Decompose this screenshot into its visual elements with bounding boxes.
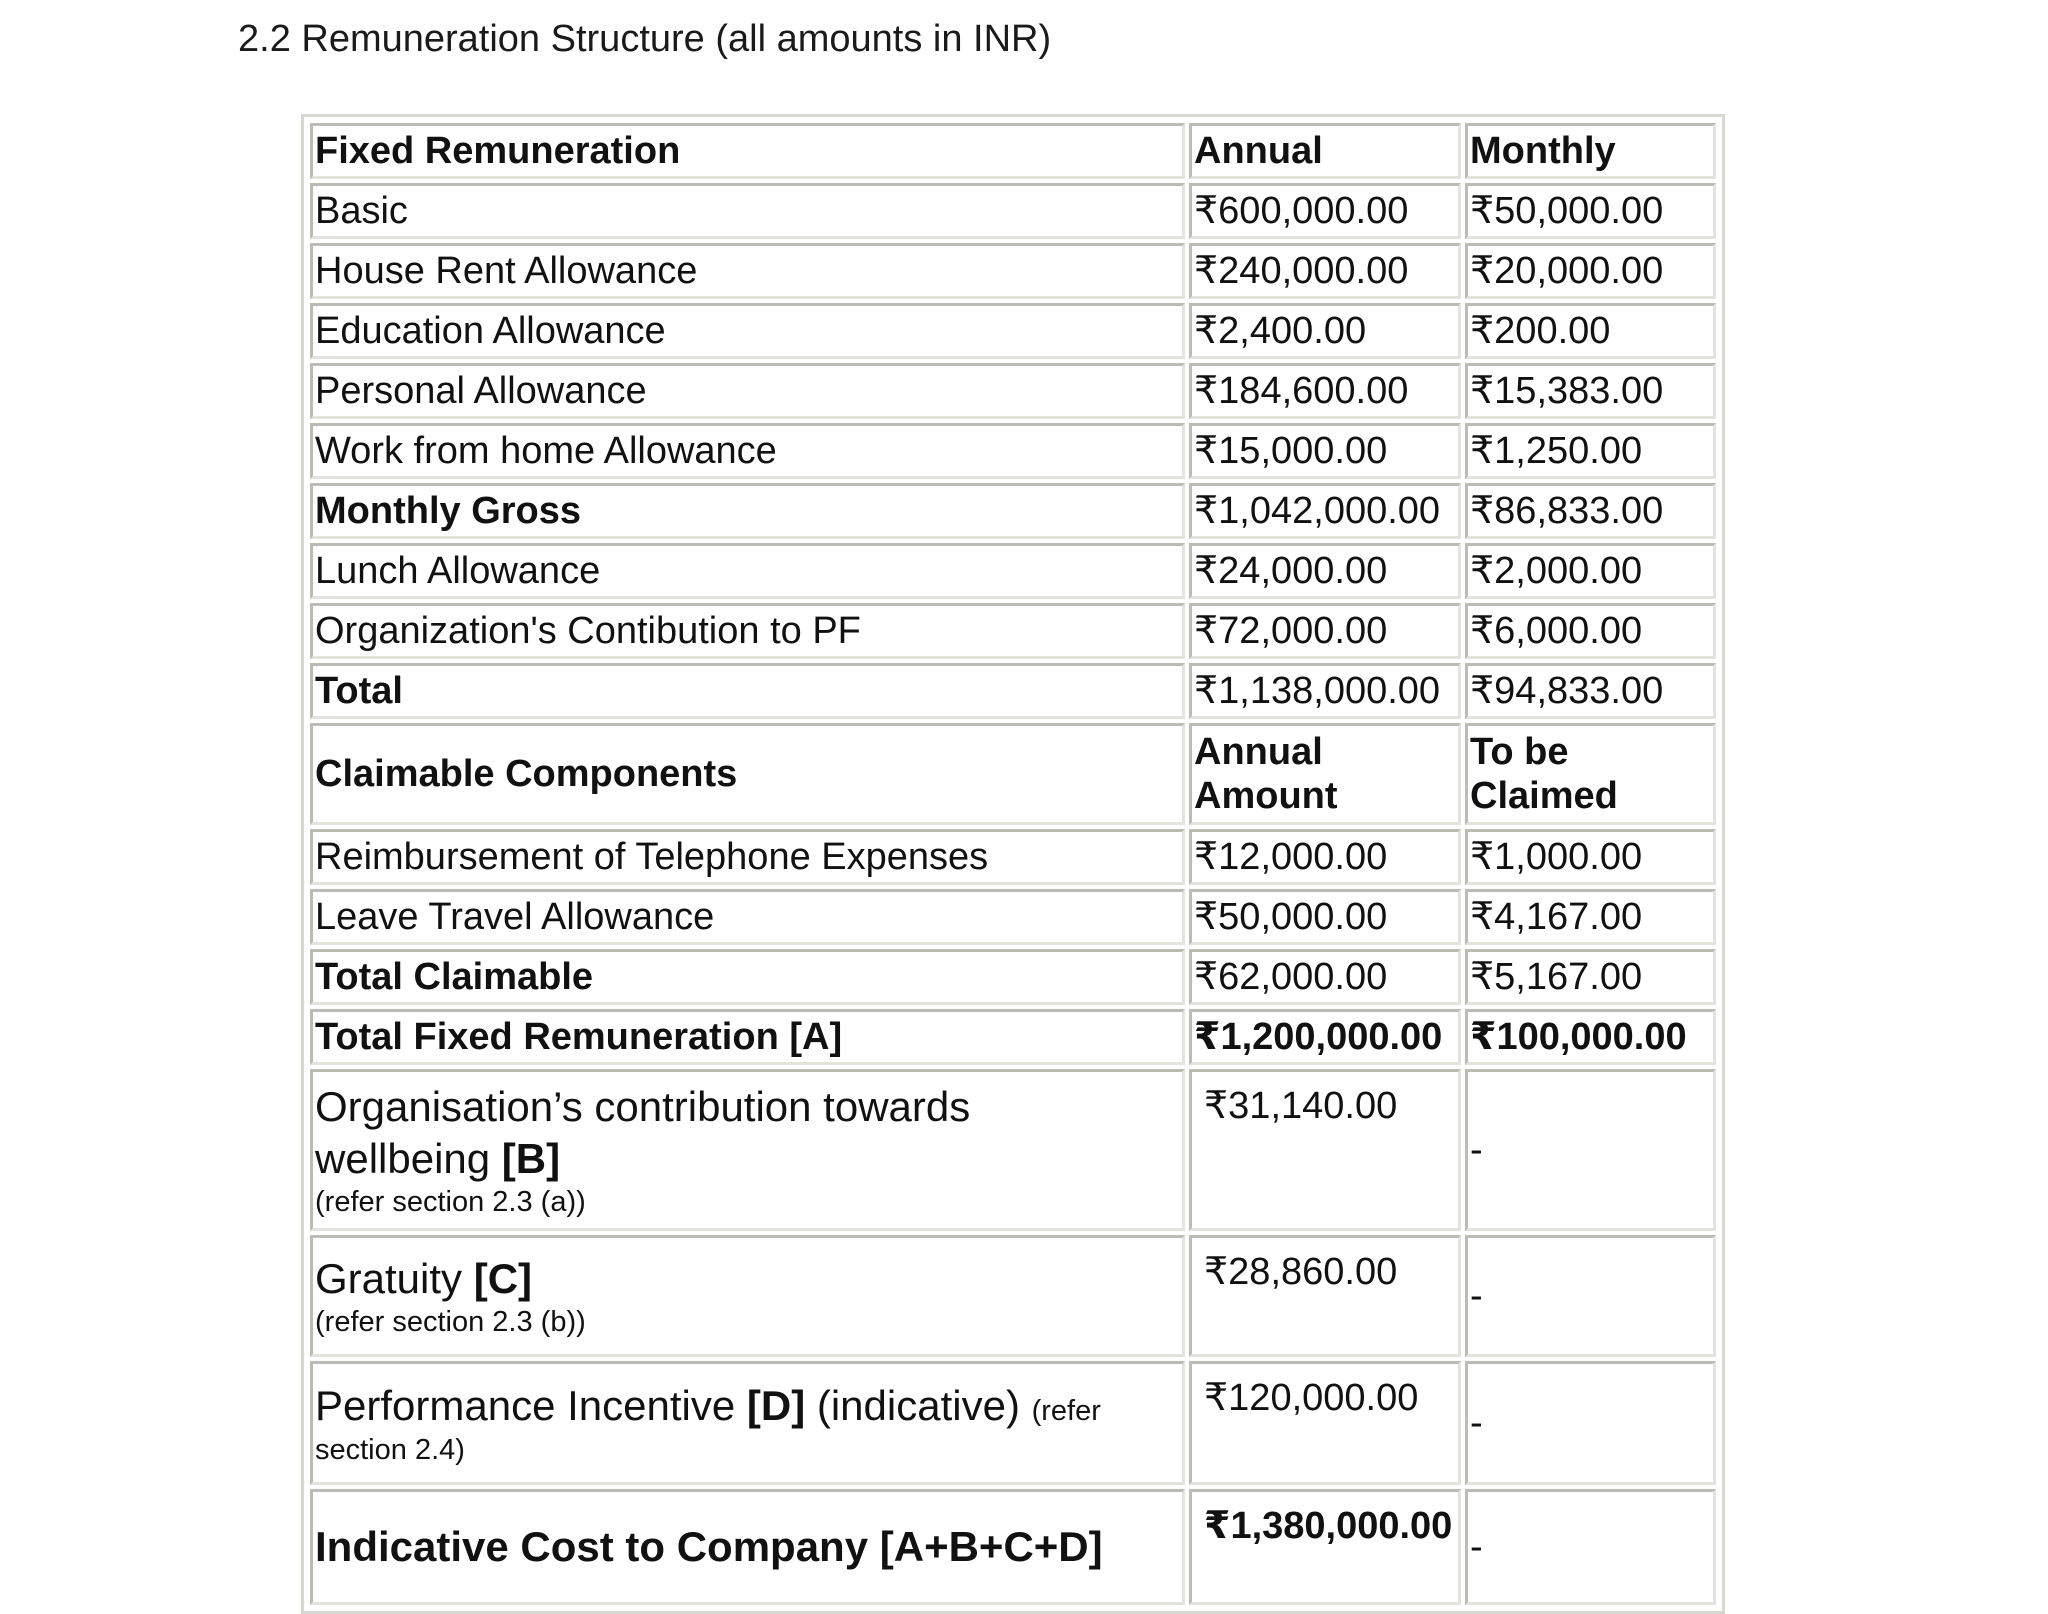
wellbeing-code: [B]	[501, 1135, 561, 1182]
row-label: Monthly Gross	[310, 483, 1185, 539]
wellbeing-label-line2: wellbeing	[315, 1135, 502, 1182]
row-annual: ₹184,600.00	[1189, 363, 1461, 419]
incentive-label-text: Performance Incentive	[315, 1381, 747, 1429]
wellbeing-monthly: -	[1465, 1069, 1716, 1231]
remuneration-table	[301, 114, 1725, 1614]
wellbeing-ref: (refer section 2.3 (a))	[315, 1186, 586, 1218]
claimable-header-annual-line1: Annual	[1194, 731, 1323, 773]
row-annual: ₹1,200,000.00	[1189, 1009, 1461, 1065]
row-label: Total	[310, 663, 1185, 719]
claimable-header-claimed-line2: Claimed	[1470, 775, 1618, 817]
row-label: Reimbursement of Telephone Expenses	[310, 829, 1185, 885]
row-label: Personal Allowance	[310, 363, 1185, 419]
incentive-label	[310, 1361, 1185, 1485]
row-monthly: ₹4,167.00	[1465, 889, 1716, 945]
row-monthly: ₹6,000.00	[1465, 603, 1716, 659]
row-annual: ₹600,000.00	[1189, 183, 1461, 239]
gratuity-monthly: -	[1465, 1235, 1716, 1357]
row-annual: ₹240,000.00	[1189, 243, 1461, 299]
row-label: Work from home Allowance	[310, 423, 1185, 479]
table-row	[310, 183, 1716, 239]
row-annual: ₹50,000.00	[1189, 889, 1461, 945]
row-annual: ₹2,400.00	[1189, 303, 1461, 359]
wellbeing-label	[310, 1069, 1185, 1231]
row-label: Education Allowance	[310, 303, 1185, 359]
gratuity-annual: ₹28,860.00	[1189, 1235, 1461, 1357]
claimable-header-claimed	[1465, 723, 1716, 825]
row-label: Lunch Allowance	[310, 543, 1185, 599]
incentive-monthly: -	[1465, 1361, 1716, 1485]
row-label: Organization's Contibution to PF	[310, 603, 1185, 659]
gratuity-code: [C]	[473, 1255, 533, 1302]
incentive-ref-part1: (refer	[1031, 1394, 1101, 1427]
ctc-label	[310, 1489, 1185, 1605]
table-row	[310, 543, 1716, 599]
table-row	[310, 363, 1716, 419]
ctc-code: [A+B+C+D]	[879, 1523, 1103, 1570]
table-row	[310, 303, 1716, 359]
table-row	[310, 603, 1716, 659]
wellbeing-row	[310, 1069, 1716, 1231]
row-monthly: ₹94,833.00	[1465, 663, 1716, 719]
row-label: Total Claimable	[310, 949, 1185, 1005]
header-annual: Annual	[1189, 123, 1461, 179]
row-monthly: ₹2,000.00	[1465, 543, 1716, 599]
row-monthly: ₹5,167.00	[1465, 949, 1716, 1005]
row-annual: ₹1,042,000.00	[1189, 483, 1461, 539]
table-row	[310, 243, 1716, 299]
ctc-label-text: Indicative Cost to Company	[315, 1523, 880, 1570]
gratuity-label-text: Gratuity	[315, 1255, 474, 1302]
wellbeing-annual: ₹31,140.00	[1189, 1069, 1461, 1231]
ctc-monthly: -	[1465, 1489, 1716, 1605]
table-row	[310, 829, 1716, 885]
incentive-row	[310, 1361, 1716, 1485]
row-label: Total Fixed Remuneration [A]	[310, 1009, 1185, 1065]
gratuity-row	[310, 1235, 1716, 1357]
table-row	[310, 889, 1716, 945]
claimable-header-annual	[1189, 723, 1461, 825]
wellbeing-label-line1: Organisation’s contribution towards	[315, 1083, 971, 1130]
row-monthly: ₹15,383.00	[1465, 363, 1716, 419]
header-label: Fixed Remuneration	[310, 123, 1185, 179]
claimable-header-label: Claimable Components	[310, 723, 1185, 825]
ctc-row	[310, 1489, 1716, 1605]
row-monthly: ₹86,833.00	[1465, 483, 1716, 539]
row-annual: ₹62,000.00	[1189, 949, 1461, 1005]
row-annual: ₹72,000.00	[1189, 603, 1461, 659]
row-monthly: ₹20,000.00	[1465, 243, 1716, 299]
row-annual: ₹24,000.00	[1189, 543, 1461, 599]
row-annual: ₹12,000.00	[1189, 829, 1461, 885]
claimable-header-row	[310, 723, 1716, 825]
row-label: House Rent Allowance	[310, 243, 1185, 299]
incentive-code: [D]	[746, 1381, 806, 1429]
section-heading: 2.2 Remuneration Structure (all amounts in INR)	[238, 18, 1052, 60]
table-header-row	[310, 123, 1716, 179]
monthly-gross-row	[310, 483, 1716, 539]
row-monthly: ₹50,000.00	[1465, 183, 1716, 239]
row-monthly: ₹1,000.00	[1465, 829, 1716, 885]
incentive-annual: ₹120,000.00	[1189, 1361, 1461, 1485]
total-claimable-row	[310, 949, 1716, 1005]
row-label: Basic	[310, 183, 1185, 239]
total-fixed-row	[310, 1009, 1716, 1065]
header-monthly: Monthly	[1465, 123, 1716, 179]
table-row	[310, 423, 1716, 479]
gratuity-label	[310, 1235, 1185, 1357]
total-row	[310, 663, 1716, 719]
row-label: Leave Travel Allowance	[310, 889, 1185, 945]
row-monthly: ₹100,000.00	[1465, 1009, 1716, 1065]
gratuity-ref: (refer section 2.3 (b))	[315, 1306, 586, 1338]
row-annual: ₹15,000.00	[1189, 423, 1461, 479]
row-monthly: ₹200.00	[1465, 303, 1716, 359]
incentive-ref-part2: section 2.4)	[315, 1433, 465, 1466]
row-annual: ₹1,138,000.00	[1189, 663, 1461, 719]
row-monthly: ₹1,250.00	[1465, 423, 1716, 479]
ctc-annual: ₹1,380,000.00	[1189, 1489, 1461, 1605]
claimable-header-annual-line2: Amount	[1194, 775, 1338, 817]
incentive-suffix: (indicative)	[805, 1381, 1032, 1429]
claimable-header-claimed-line1: To be	[1470, 731, 1569, 773]
